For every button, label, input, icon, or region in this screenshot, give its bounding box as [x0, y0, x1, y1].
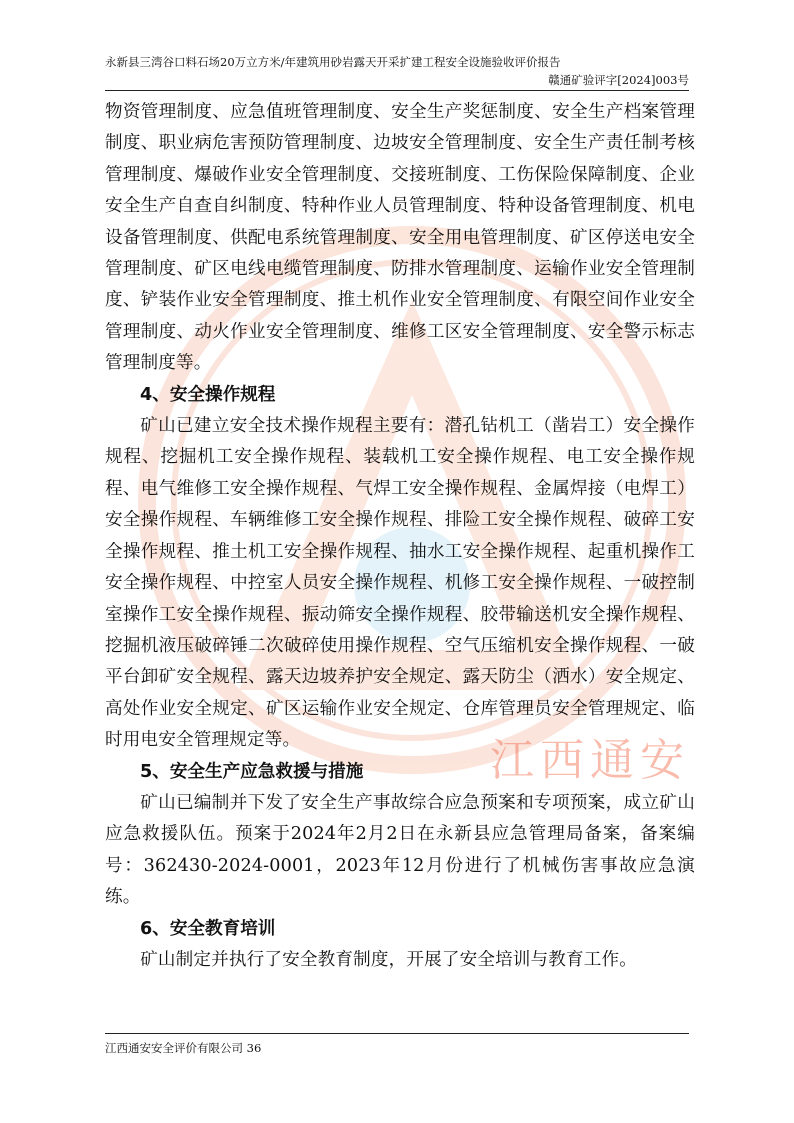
- operation-rules-paragraph: 矿山已建立安全技术操作规程主要有：潜孔钻机工（凿岩工）安全操作规程、挖掘机工安全操作规程、装载机工安全操作规程、电工安全操作规程、电气维修工安全操作规程、气焊工安全操作规程、金属焊接（电焊工）安全操作规程、车辆维修工安全操作规程、排险工安全操作规程、破碎工安全操作规程、推土机工安全操作规程、抽水工安全操作规程、起重机操作工安全操作规程、中控室人员安全操作规程、机修工安全操作规程、一破控制室操作工安全操作规程、振动筛安全操作规程、胶带输送机安全操作规程、挖掘机液压破碎锤二次破碎使用操作规程、空气压缩机安全操作规程、一破平台卸矿安全规程、露天边坡养护安全规定、露天防尘（洒水）安全规定、高处作业安全规定、矿区运输作业安全规定、仓库管理员安全管理规定、临时用电安全管理规定等。: [105, 416, 695, 751]
- safety-training-paragraph: 矿山制定并执行了安全教育制度，开展了安全培训与教育工作。: [140, 949, 638, 970]
- document-number: 赣通矿验评字[2024]003号: [548, 73, 689, 87]
- emergency-rescue-paragraph: 矿山已编制并下发了安全生产事故综合应急预案和专项预案，成立矿山应急救援队伍。预案于2024年2月2日在永新县应急管理局备案，备案编号：362430-2024-0001，2023年12月份进行了机械伤害事故应急演练。: [105, 792, 695, 908]
- report-title: 永新县三湾谷口料石场20万立方米/年建筑用砂岩露天开采扩建工程安全设施验收评价报告: [105, 55, 561, 69]
- page-header: [105, 52, 689, 91]
- watermark-text: 江西通安: [490, 735, 690, 786]
- document-body: [105, 97, 695, 976]
- page-footer: 江西通安安全评价有限公司 36: [105, 1033, 689, 1056]
- section-heading-operation-rules: 4、安全操作规程: [140, 384, 276, 405]
- management-systems-paragraph: 物资管理制度、应急值班管理制度、安全生产奖惩制度、安全生产档案管理制度、职业病危害预防管理制度、边坡安全管理制度、安全生产责任制考核管理制度、爆破作业安全管理制度、交接班制度、工伤保险保障制度、企业安全生产自查自纠制度、特种作业人员管理制度、特种设备管理制度、机电设备管理制度、供配电系统管理制度、安全用电管理制度、矿区停送电安全管理制度、矿区电线电缆管理制度、防排水管理制度、运输作业安全管理制度、铲装作业安全管理制度、推土机作业安全管理制度、有限空间作业安全管理制度、动火作业安全管理制度、维修工区安全管理制度、安全警示标志管理制度等。: [105, 102, 695, 374]
- section-heading-safety-training: 6、安全教育培训: [140, 918, 276, 939]
- section-heading-emergency-rescue: 5、安全生产应急救援与措施: [140, 761, 364, 782]
